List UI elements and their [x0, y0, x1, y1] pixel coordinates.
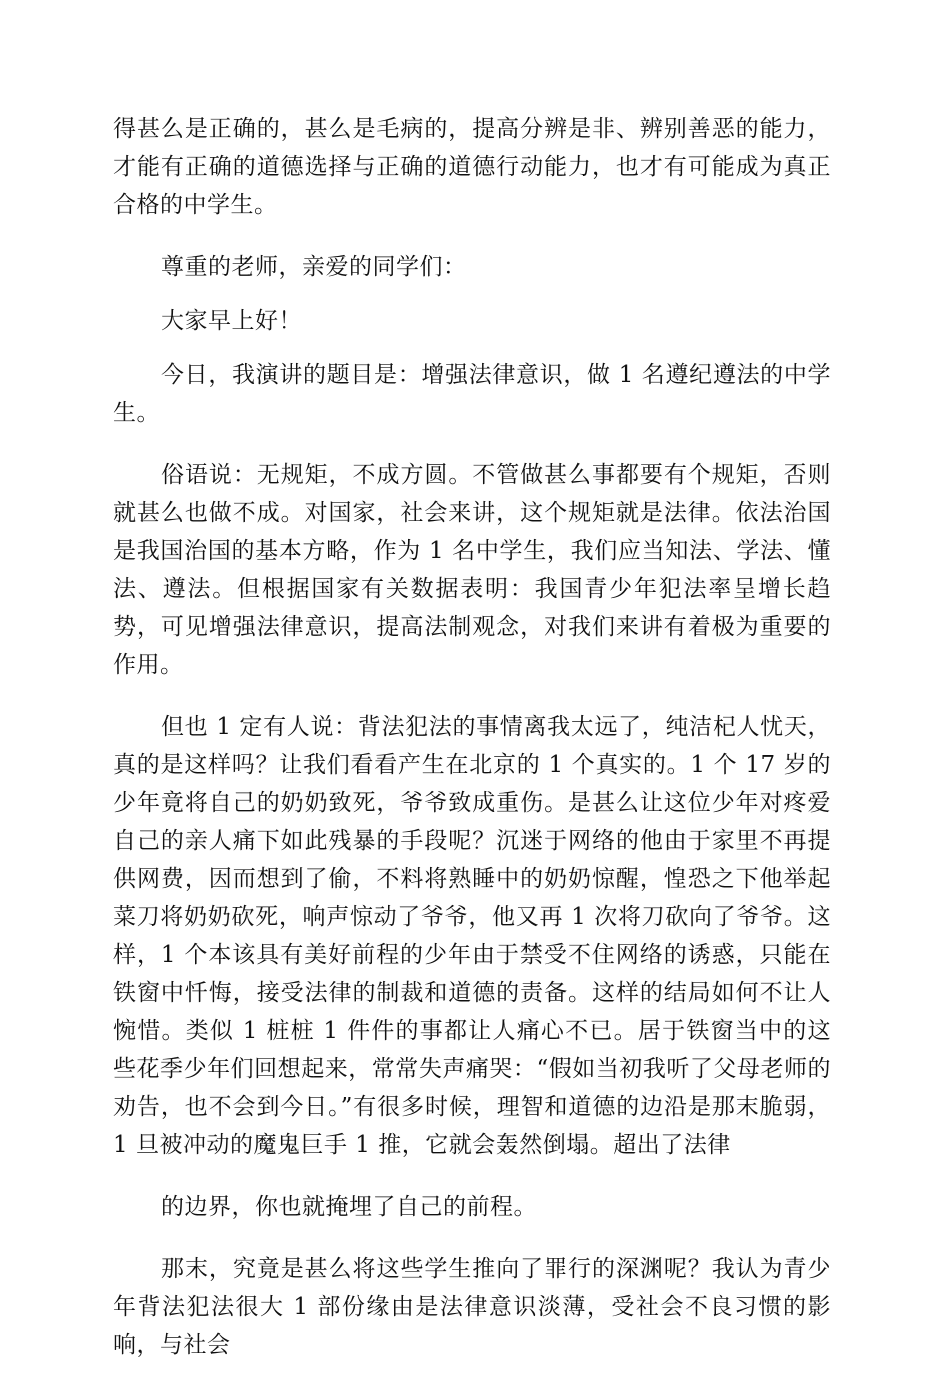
paragraph-continued-intro: 得甚么是正确的，甚么是毛病的，提高分辨是非、辨别善恶的能力，才能有正确的道德选择与正确的道德行动能力，也才有可能成为真正合格的中学生。	[113, 116, 831, 218]
paragraph-salutation: 尊重的老师，亲爱的同学们：	[161, 254, 467, 280]
document-page	[113, 110, 831, 1388]
paragraph-greeting: 大家早上好！	[161, 308, 302, 334]
paragraph-story: 但也 1 定有人说：背法犯法的事情离我太远了，纯洁杞人忧天，真的是这样吗？让我们看看产生在北京的 1 个真实的。1 个 17 岁的少年竟将自己的奶奶致死，爷爷致成重伤。是甚么让这位少年对疼爱自己的亲人痛下如此残暴的手段呢？沉迷于网络的他由于家里不再提供网费，因而想到了偷，不料将熟睡中的奶奶惊醒，惶恐之下他举起菜刀将奶奶砍死，响声惊动了爷爷，他又再 1 次将刀砍向了爷爷。这样，1 个本该具有美好前程的少年由于禁受不住网络的诱惑，只能在铁窗中忏悔，接受法律的制裁和道德的责备。这样的结局如何不让人惋惜。类似 1 桩桩 1 件件的事都让人痛心不已。居于铁窗当中的这些花季少年们回想起来，常常失声痛哭：“假如当初我听了父母老师的劝告，也不会到今日。”有很多时候，理智和道德的边沿是那末脆弱，1 旦被冲动的魔鬼巨手 1 推，它就会轰然倒塌。超出了法律	[113, 714, 831, 1158]
paragraph-rules: 俗语说：无规矩，不成方圆。不管做甚么事都要有个规矩，否则就甚么也做不成。对国家，社会来讲，这个规矩就是法律。依法治国是我国治国的基本方略，作为 1 名中学生，我们应当知法、学法、懂法、遵法。但根据国家有关数据表明：我国青少年犯法率呈增长趋势，可见增强法律意识，提高法制观念，对我们来讲有着极为重要的作用。	[113, 462, 831, 678]
paragraph-topic: 今日，我演讲的题目是：增强法律意识，做 1 名遵纪遵法的中学生。	[113, 362, 831, 426]
paragraph-boundary: 的边界，你也就掩埋了自己的前程。	[161, 1194, 537, 1220]
paragraph-causes: 那末，究竟是甚么将这些学生推向了罪行的深渊呢？我认为青少年背法犯法很大 1 部份缘由是法律意识淡薄，受社会不良习惯的影响，与社会	[113, 1256, 831, 1358]
